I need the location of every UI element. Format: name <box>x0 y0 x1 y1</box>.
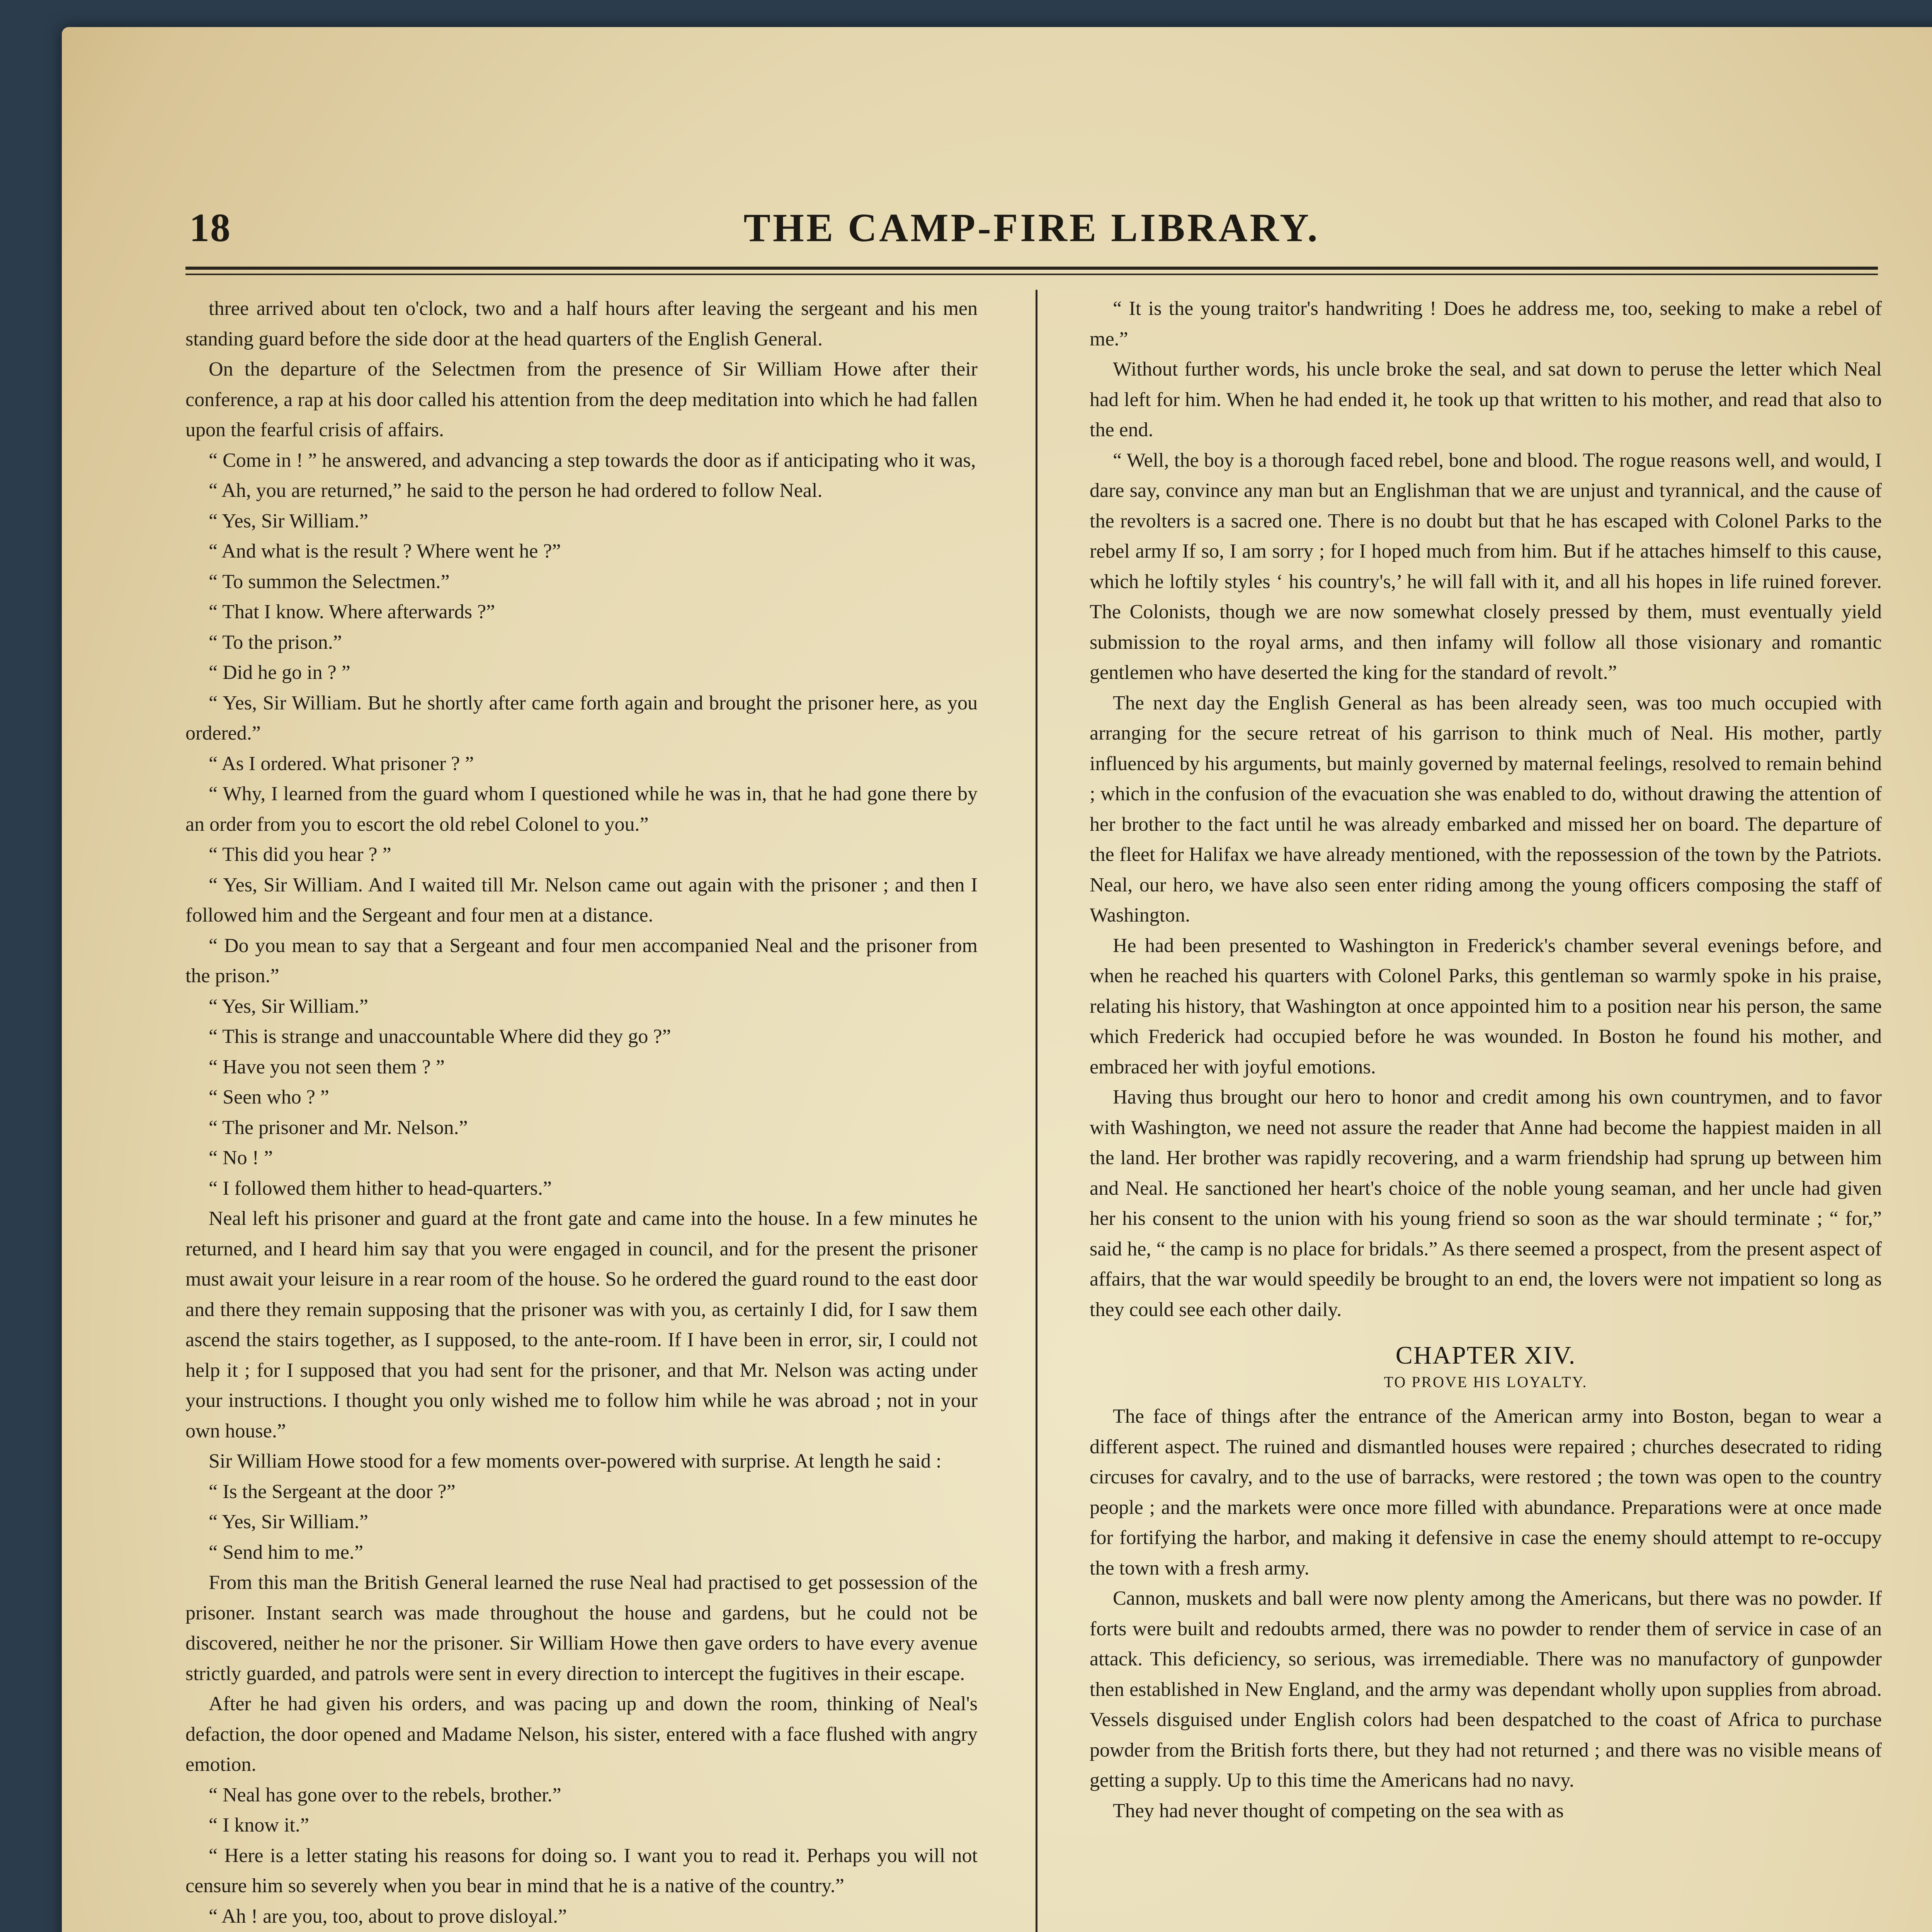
paragraph: Sir William Howe stood for a few moments over-powered with surprise. At length he said : <box>209 1450 942 1472</box>
paragraph: “ Did he go in ? ” <box>209 662 350 684</box>
paragraph: “ I know it.” <box>209 1814 309 1836</box>
paragraph: On the departure of the Selectmen from the presence of Sir William Howe after their conference, a rap at his door called his attention from the deep meditation into which he had fallen upon the fearful crisis of affairs. <box>185 358 978 441</box>
paragraph: “ Yes, Sir William. But he shortly after came forth again and brought the prisoner here, as you ordered.” <box>185 692 978 744</box>
paragraph: “ Have you not seen them ? ” <box>209 1056 445 1078</box>
paragraph: “ Yes, Sir William.” <box>209 510 368 532</box>
paragraph: After he had given his orders, and was pacing up and down the room, thinking of Neal's defaction, the door opened and Madame Nelson, his sister, entered with a face flushed with angry emotion. <box>185 1693 978 1776</box>
paragraph: “ This did you hear ? ” <box>209 844 391 866</box>
paragraph: “ This is strange and unaccountable Where did they go ?” <box>209 1026 671 1048</box>
page-header <box>189 201 1874 267</box>
paragraph: “ As I ordered. What prisoner ? ” <box>209 752 474 775</box>
left-column <box>185 294 978 1932</box>
paragraph: “ I followed them hither to head-quarters.” <box>209 1177 552 1199</box>
paragraph: “ Here is a letter stating his reasons for doing so. I want you to read it. Perhaps you will not censure him so severely when you bear in mind that he is a native of the country.” <box>185 1844 978 1897</box>
paragraph: Without further words, his uncle broke the seal, and sat down to peruse the letter which Neal had left for him. When he had ended it, he took up that written to his mother, and read that also to the end. <box>1090 358 1882 441</box>
right-column <box>1090 294 1882 1826</box>
paragraph: Neal left his prisoner and guard at the front gate and came into the house. In a few minutes he returned, and I heard him say that you were engaged in council, and for the present the prisoner must await your leisure in a rear room of the house. So he ordered the guard round to the east door and there they remain supposing that the prisoner was with you, as certainly I did, for I saw them ascend the stairs together, as I supposed, to the ante-room. If I have been in error, sir, I could not help it ; for I supposed that you had sent for the prisoner, and that Mr. Nelson was acting under your instructions. I thought you only wished me to follow him while he was abroad ; not in your own house.” <box>185 1208 978 1442</box>
paragraph: Having thus brought our hero to honor and credit among his own countrymen, and to favor with Washington, we need not assure the reader that Anne had become the happiest maiden in all the land. Her brother was rapidly recovering, and a warm friendship had sprung up between him and Neal. He sanctioned her heart's choice of the noble young seaman, and her uncle had given her his consent to the union with his young friend so soon as the war should terminate ; “ for,” said he, “ the camp is no place for bridals.” As there seemed a prospect, from the present aspect of affairs, that the war would speedily be brought to an end, the lovers were not impatient so long as they could see each other daily. <box>1090 1086 1882 1321</box>
column-divider <box>1036 290 1037 1932</box>
chapter-subtitle: TO PROVE HIS LOYALTY. <box>1384 1373 1588 1391</box>
paragraph: “ Yes, Sir William.” <box>209 1511 368 1533</box>
paragraph: “ Ah ! are you, too, about to prove disloyal.” <box>209 1905 567 1927</box>
paragraph: “ Why, I learned from the guard whom I questioned while he was in, that he had gone there by an order from you to escort the old rebel Colonel to you.” <box>185 783 978 835</box>
paragraph: “ Neal has gone over to the rebels, brother.” <box>209 1784 561 1806</box>
paragraph: He had been presented to Washington in Frederick's chamber several evenings before, and when he reached his quarters with Colonel Parks, this gentleman so warmly spoke in his praise, relating his history, that Washington at once appointed him to a position near his person, the same which Frederick had occupied before he was wounded. In Boston he found his mother, and embraced her with joyful emotions. <box>1090 934 1882 1078</box>
header-rule-thin <box>185 274 1878 275</box>
paragraph: “ Seen who ? ” <box>209 1086 329 1108</box>
running-title: THE CAMP-FIRE LIBRARY. <box>743 206 1320 250</box>
page-number: 18 <box>189 206 231 250</box>
right-column-before-chapter <box>1090 294 1882 1325</box>
paragraph: “ Is the Sergeant at the door ?” <box>209 1480 456 1503</box>
paragraph: Cannon, muskets and ball were now plenty among the Americans, but there was no powder. If forts were built and redoubts armed, there was no powder to render them of service in case of an attack. This deficiency, so serious, was irremediable. There was no manufactory of gunpowder then established in New England, and the army was dependant wholly upon supplies from abroad. Vessels disguised under English colors had been despatched to the coast of Africa to purchase powder from the British forts there, but they had not returned ; and there was no visible means of getting a supply. Up to this time the Americans had no navy. <box>1090 1587 1882 1791</box>
paragraph: “ Do you mean to say that a Sergeant and four men accompanied Neal and the prisoner from the prison.” <box>185 934 978 987</box>
paragraph: “ No ! ” <box>209 1147 273 1169</box>
right-column-after-chapter <box>1090 1401 1882 1826</box>
paragraph: three arrived about ten o'clock, two and a half hours after leaving the sergeant and his men standing guard before the side door at the head quarters of the English General. <box>185 298 978 350</box>
paragraph: “ Send him to me.” <box>209 1541 364 1563</box>
paragraph: “ That I know. Where afterwards ?” <box>209 601 495 623</box>
paragraph: “ The prisoner and Mr. Nelson.” <box>209 1116 468 1139</box>
chapter-heading: CHAPTER XIV. <box>1395 1341 1576 1369</box>
paragraph: They had never thought of competing on the sea with as <box>1113 1799 1564 1822</box>
paragraph: “ Ah, you are returned,” he said to the person he had ordered to follow Neal. <box>209 480 823 502</box>
paragraph: “ Yes, Sir William. And I waited till Mr. Nelson came out again with the prisoner ; and then I followed him and the Sergeant and four men at a distance. <box>185 874 978 926</box>
paragraph: “ Yes, Sir William.” <box>209 995 368 1017</box>
paragraph: “ Come in ! ” he answered, and advancing a step towards the door as if anticipating who it was, <box>209 449 976 471</box>
paragraph: “ It is the young traitor's handwriting ! Does he address me, too, seeking to make a rebel of me.” <box>1090 298 1882 350</box>
paragraph: The next day the English General as has been already seen, was too much occupied with arranging for the secure retreat of his garrison to think much of Neal. His mother, partly influenced by his arguments, but mainly governed by maternal feelings, resolved to remain behind ; which in the confusion of the evacuation she was enabled to do, without drawing the attention of her brother to the fact until he was already embarked and missed her on board. The departure of the fleet for Halifax we have already mentioned, with the repossession of the town by the Patriots. Neal, our hero, we have also seen enter riding among the young officers composing the staff of Washington. <box>1090 692 1882 926</box>
paragraph: From this man the British General learned the ruse Neal had practised to get possession of the prisoner. Instant search was made throughout the house and gardens, but he could not be discovered, neither he nor the prisoner. Sir William Howe then gave orders to have every avenue strictly guarded, and patrols were sent in every direction to intercept the fugitives in their escape. <box>185 1571 978 1685</box>
paragraph: “ To summon the Selectmen.” <box>209 570 450 593</box>
paragraph: The face of things after the entrance of the American army into Boston, began to wear a different aspect. The ruined and dismantled houses were repaired ; churches desecrated to riding circuses for cavalry, and to the use of barracks, were restored ; the town was open to the country people ; and the markets were once more filled with abundance. Preparations were at once made for fortifying the harbor, and making it defensive in case the enemy should attempt to re-occupy the town with a fresh army. <box>1090 1405 1882 1579</box>
paragraph: “ And what is the result ? Where went he ?” <box>209 540 561 562</box>
paragraph: “ Well, the boy is a thorough faced rebel, bone and blood. The rogue reasons well, and would, I dare say, convince any man but an Englishman that we are unjust and tyrannical, and the cause of the revolters is a sacred one. There is no doubt but that he has escaped with Colonel Parks to the rebel army If so, I am sorry ; for I hoped much from him. But if he attaches himself to this cause, which he loftily styles ‘ his country's,’ he will fall with it, and all his hopes in life ruined forever. The Colonists, though we are now somewhat closely pressed by them, must eventually yield submission to the royal arms, and then infamy will follow all those visionary and romantic gentlemen who have deserted the king for the standard of revolt.” <box>1090 449 1882 684</box>
paragraph: “ To the prison.” <box>209 631 342 653</box>
header-rule <box>185 267 1878 270</box>
